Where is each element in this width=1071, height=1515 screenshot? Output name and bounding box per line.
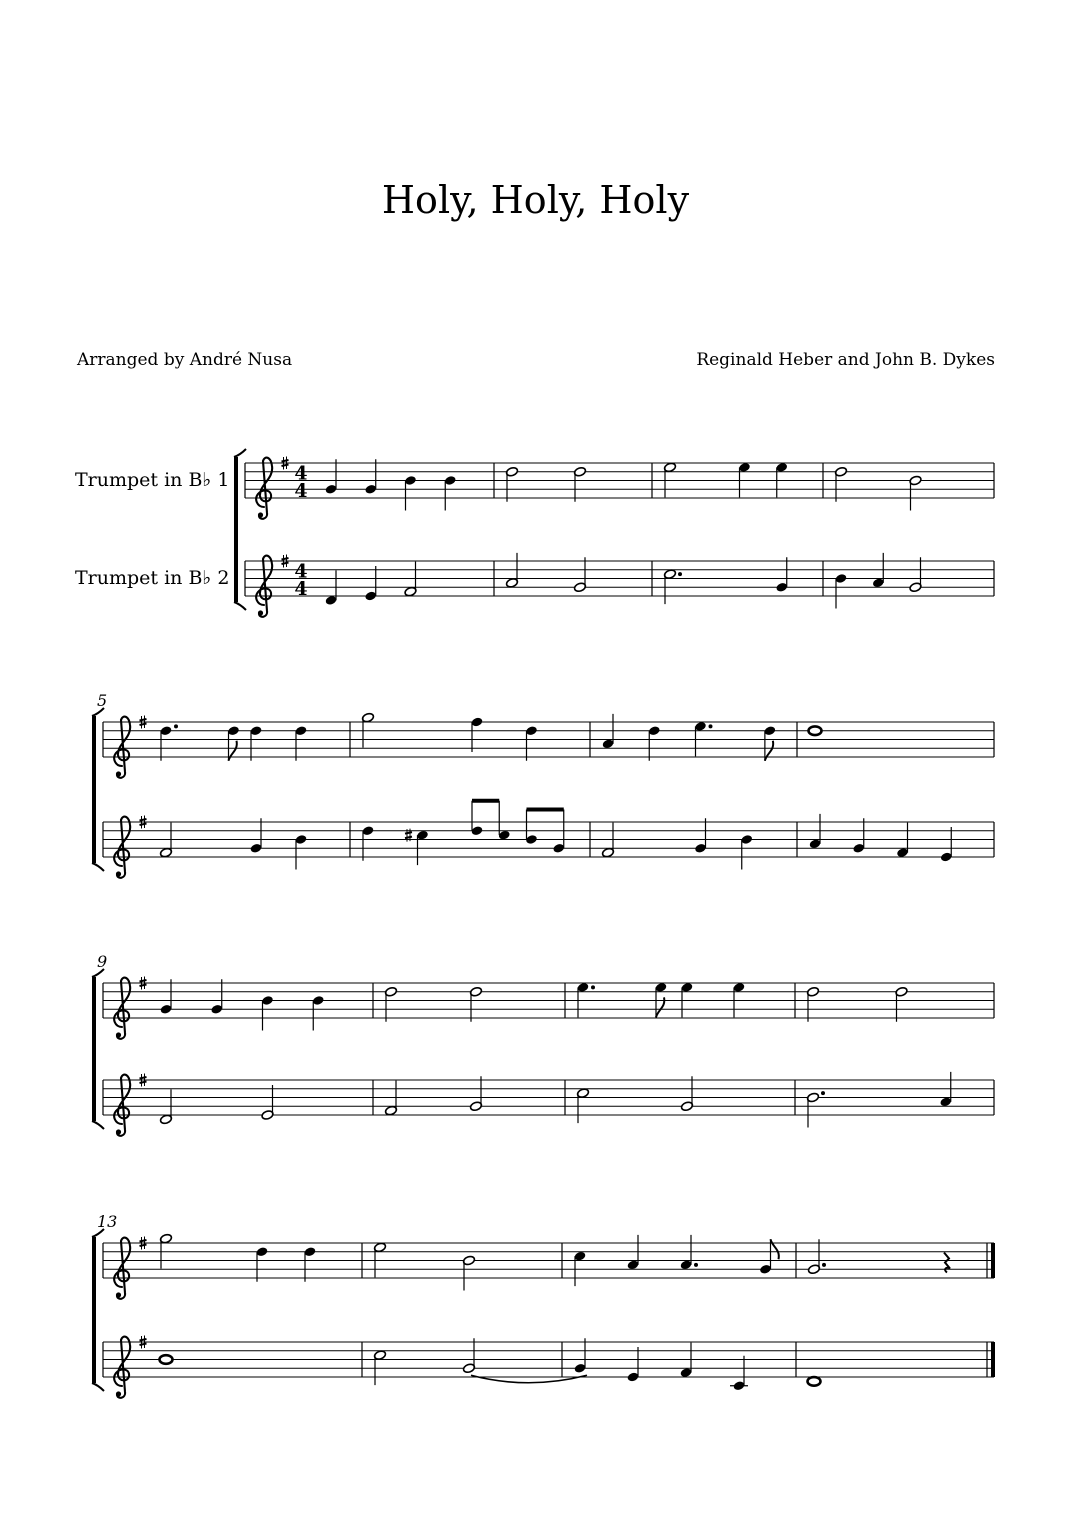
note xyxy=(806,1091,825,1127)
bracket-hook xyxy=(92,863,104,871)
system-bracket xyxy=(92,977,96,1121)
note xyxy=(373,1350,386,1385)
treble-clef-icon xyxy=(114,717,130,778)
augmentation-dot xyxy=(822,1263,826,1267)
note xyxy=(405,829,429,866)
augmentation-dot xyxy=(709,724,713,728)
note xyxy=(809,726,822,735)
note xyxy=(694,818,707,854)
final-barline xyxy=(991,1243,995,1278)
note xyxy=(250,818,263,854)
treble-clef-icon xyxy=(114,817,130,878)
note xyxy=(227,725,240,761)
note xyxy=(627,1235,640,1271)
score-title: Holy, Holy, Holy xyxy=(381,178,690,222)
staff-trumpet-1 xyxy=(103,977,994,1039)
instrument-label-trumpet-2: Trumpet in B♭ 2 xyxy=(75,567,230,589)
notehead xyxy=(808,1377,821,1386)
note xyxy=(602,714,615,750)
note xyxy=(895,986,908,1021)
treble-clef-icon xyxy=(114,1238,130,1299)
augmentation-dot xyxy=(821,1091,825,1095)
note xyxy=(775,557,788,593)
note xyxy=(573,466,586,501)
flag xyxy=(771,1239,779,1259)
note xyxy=(834,466,847,501)
note xyxy=(663,462,676,497)
note xyxy=(312,995,325,1031)
note xyxy=(574,1251,587,1287)
treble-clef-icon xyxy=(114,1075,130,1136)
note xyxy=(680,1343,693,1379)
score-system xyxy=(234,449,994,617)
note xyxy=(160,979,173,1015)
composer-credit: Reginald Heber and John B. Dykes xyxy=(696,350,995,370)
note xyxy=(809,814,822,850)
note xyxy=(444,475,457,511)
note xyxy=(601,823,614,858)
note xyxy=(384,986,397,1021)
note xyxy=(835,573,848,609)
note xyxy=(325,459,338,495)
final-barline xyxy=(991,1342,995,1377)
treble-clef-icon xyxy=(256,458,272,519)
note xyxy=(577,982,595,1018)
note xyxy=(469,1076,482,1111)
note xyxy=(680,1076,693,1111)
time-signature-top: 4 xyxy=(294,462,308,485)
measure-number: 13 xyxy=(97,1212,118,1231)
note xyxy=(808,1377,821,1386)
bracket-hook xyxy=(234,449,246,457)
note xyxy=(663,569,682,604)
note xyxy=(730,1356,748,1392)
instrument-label-trumpet-1: Trumpet in B♭ 1 xyxy=(75,469,230,491)
note xyxy=(462,1255,475,1290)
note xyxy=(896,823,909,859)
note xyxy=(655,982,668,1018)
note xyxy=(261,1085,274,1120)
note xyxy=(404,475,417,511)
measure-number: 9 xyxy=(97,952,108,971)
note xyxy=(361,712,374,747)
flag xyxy=(229,741,237,761)
note xyxy=(681,982,694,1018)
note xyxy=(295,834,308,870)
note xyxy=(160,1355,173,1364)
note xyxy=(574,1338,587,1374)
note xyxy=(159,823,172,858)
note xyxy=(160,724,178,760)
treble-clef-icon xyxy=(114,1337,130,1398)
augmentation-dot xyxy=(174,724,178,728)
time-signature-top: 4 xyxy=(294,560,308,583)
note xyxy=(462,1338,475,1373)
bracket-hook xyxy=(92,1121,104,1129)
note xyxy=(940,827,953,863)
flag xyxy=(765,741,773,761)
note xyxy=(909,475,922,510)
note xyxy=(364,566,377,602)
note xyxy=(250,725,263,761)
note xyxy=(261,995,274,1031)
note xyxy=(373,1242,386,1277)
note xyxy=(525,725,538,761)
note xyxy=(384,1081,397,1116)
note xyxy=(304,1246,317,1282)
augmentation-dot xyxy=(694,1263,698,1267)
treble-clef-icon xyxy=(256,556,272,617)
note xyxy=(733,982,746,1018)
note xyxy=(740,834,753,870)
measure-number: 5 xyxy=(97,691,108,710)
staff-trumpet-1 xyxy=(103,1233,994,1299)
bracket-hook xyxy=(92,1383,104,1391)
note xyxy=(806,986,819,1021)
note xyxy=(295,725,308,761)
note xyxy=(573,557,586,592)
note xyxy=(852,818,865,854)
augmentation-dot xyxy=(678,572,682,576)
note xyxy=(939,1072,952,1108)
time-signature-bottom: 4 xyxy=(294,480,308,502)
note xyxy=(498,801,511,841)
note xyxy=(505,466,518,501)
augmentation-dot xyxy=(591,985,595,989)
score-system xyxy=(92,952,994,1136)
note xyxy=(362,825,375,861)
note xyxy=(404,562,417,597)
notehead xyxy=(809,726,822,735)
note xyxy=(694,721,712,757)
note xyxy=(256,1246,269,1282)
note xyxy=(738,462,751,498)
system-bracket xyxy=(92,716,96,863)
note xyxy=(648,725,661,761)
note xyxy=(576,1088,589,1123)
note xyxy=(680,1235,698,1271)
staff-trumpet-2 xyxy=(103,1072,994,1136)
tie xyxy=(471,1375,587,1383)
note xyxy=(364,459,377,495)
staff-trumpet-2 xyxy=(245,553,994,617)
note xyxy=(325,570,338,606)
note xyxy=(469,986,482,1021)
system-bracket xyxy=(234,457,238,602)
note xyxy=(505,553,518,588)
note xyxy=(775,462,788,498)
treble-clef-icon xyxy=(114,978,130,1039)
bracket-hook xyxy=(234,602,246,610)
note xyxy=(627,1347,640,1383)
staff-trumpet-2 xyxy=(103,1336,994,1398)
note xyxy=(909,557,922,592)
staff-trumpet-2 xyxy=(103,801,994,878)
staff-trumpet-1 xyxy=(103,712,994,778)
note xyxy=(159,1233,172,1268)
notehead xyxy=(160,1355,173,1364)
staff-trumpet-1 xyxy=(245,457,994,519)
note xyxy=(552,810,565,854)
score-system xyxy=(92,1212,995,1398)
note xyxy=(471,716,484,752)
note xyxy=(872,553,885,589)
system-bracket xyxy=(92,1237,96,1383)
note xyxy=(210,979,223,1015)
note xyxy=(763,725,776,761)
time-signature-bottom: 4 xyxy=(294,578,308,600)
note xyxy=(159,1089,172,1124)
arranger-credit: Arranged by André Nusa xyxy=(77,350,293,370)
score-system xyxy=(92,691,994,878)
